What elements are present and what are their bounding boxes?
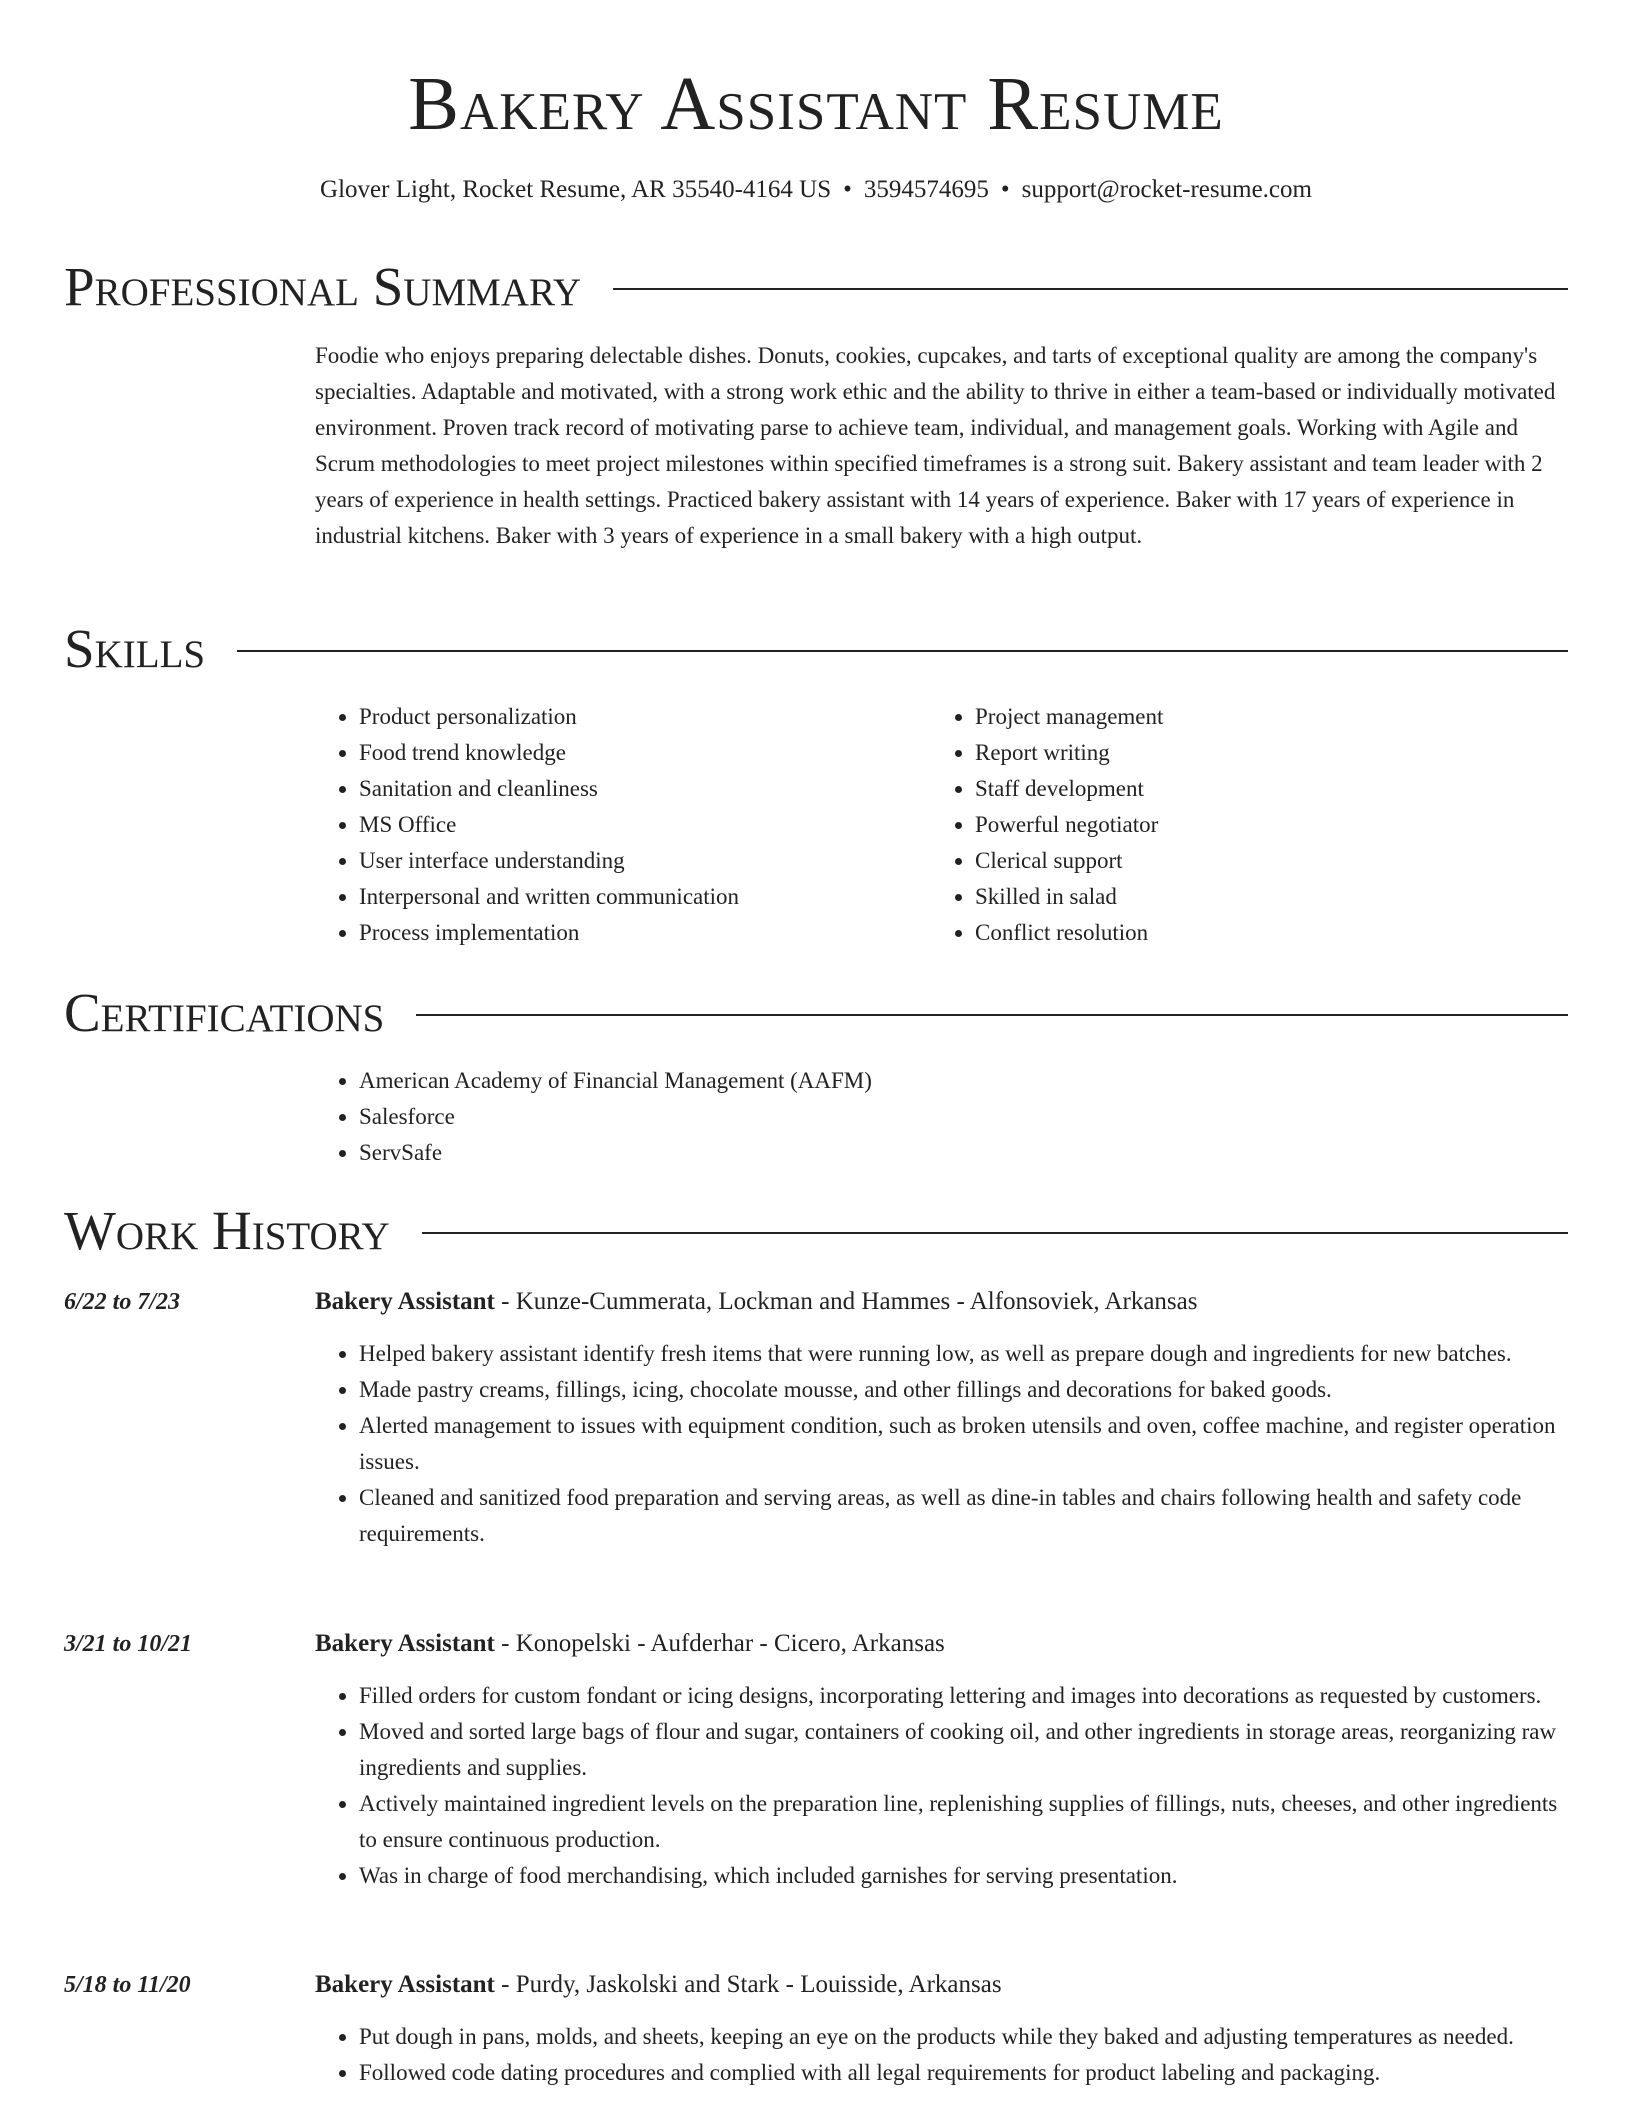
resume-title: Bakery Assistant Resume xyxy=(408,62,1224,146)
skill-item: • Conflict resolution xyxy=(975,915,1547,951)
certification-item: • Salesforce xyxy=(359,1099,1568,1135)
job-bullets xyxy=(315,1336,1568,1552)
skill-item: • Project management xyxy=(975,699,1547,735)
contact-email: support@rocket-resume.com xyxy=(1021,176,1312,203)
job-employer: - Konopelski - Aufderhar - Cicero, Arkansas xyxy=(494,1630,945,1657)
certification-item: • ServSafe xyxy=(359,1135,1568,1171)
job-bullet: • Filled orders for custom fondant or icing designs, incorporating lettering and images into decorations as requested by customers. xyxy=(359,1678,1568,1714)
summary-text: Foodie who enjoys preparing delectable dishes. Donuts, cookies, cupcakes, and tarts of exceptional quality are among the company's specialties. Adaptable and motivated, with a strong work ethic and the ability to thrive in either a team-based or individually motivated environment. Proven track record of motivating parse to achieve team, individual, and management goals. Working with Agile and Scrum methodologies to meet project milestones within specified timeframes is a strong suit. Bakery assistant and team leader with 2 years of experience in health settings. Practiced bakery assistant with 14 years of experience. Baker with 17 years of experience in industrial kitchens. Baker with 3 years of experience in a small bakery with a high output. xyxy=(315,343,1556,548)
section-divider xyxy=(416,1014,1568,1016)
section-divider xyxy=(613,288,1568,290)
job-employer: - Kunze-Cummerata, Lockman and Hammes - Alfonsoviek, Arkansas xyxy=(494,1288,1198,1315)
job-bullet: • Made pastry creams, fillings, icing, chocolate mousse, and other fillings and decorations for baked goods. xyxy=(359,1372,1568,1408)
summary-section-header xyxy=(64,254,1568,320)
job-bullet: • Followed code dating procedures and complied with all legal requirements for product labeling and packaging. xyxy=(359,2055,1568,2091)
job-bullets xyxy=(315,2019,1568,2091)
job-role: Bakery Assistant xyxy=(315,1288,495,1315)
job-bullet: • Actively maintained ingredient levels on the preparation line, replenishing supplies of fillings, nuts, cheeses, and other ingredients to ensure continuous production. xyxy=(359,1786,1568,1858)
skill-item: • Process implementation xyxy=(359,915,931,951)
section-title-summary: Professional Summary xyxy=(64,256,582,317)
job-role: Bakery Assistant xyxy=(315,1630,495,1657)
section-divider xyxy=(422,1232,1568,1234)
contact-address: Glover Light, Rocket Resume, AR 35540-4164 US xyxy=(320,176,832,203)
job-bullet: • Cleaned and sanitized food preparation and serving areas, as well as dine-in tables and chairs following health and safety code requirements. xyxy=(359,1480,1568,1552)
work-history-section-header xyxy=(64,1198,1568,1264)
job-dates: 3/21 to 10/21 xyxy=(64,1631,193,1657)
skill-item: • Report writing xyxy=(975,735,1547,771)
contact-phone: 3594574695 xyxy=(863,176,989,203)
section-title-skills: Skills xyxy=(64,618,206,679)
section-divider xyxy=(237,650,1568,652)
contact-line xyxy=(64,174,1568,206)
job-bullet: • Helped bakery assistant identify fresh items that were running low, as well as prepare dough and ingredients for new batches. xyxy=(359,1336,1568,1372)
job-bullet: • Was in charge of food merchandising, which included garnishes for serving presentation. xyxy=(359,1858,1568,1894)
job-dates: 6/22 to 7/23 xyxy=(64,1289,181,1315)
job-employer: - Purdy, Jaskolski and Stark - Louisside, Arkansas xyxy=(494,1971,1002,1998)
certifications-list xyxy=(315,1063,1568,1171)
job-bullet: • Put dough in pans, molds, and sheets, keeping an eye on the products while they baked and adjusting temperatures as needed. xyxy=(359,2019,1568,2055)
skills-section-header xyxy=(64,616,1568,682)
skill-item: • User interface understanding xyxy=(359,843,931,879)
skills-list xyxy=(315,699,1568,951)
skill-item: • Interpersonal and written communication xyxy=(359,879,931,915)
skill-item: • MS Office xyxy=(359,807,931,843)
job-role: Bakery Assistant xyxy=(315,1971,495,1998)
skill-item: • Food trend knowledge xyxy=(359,735,931,771)
job-heading xyxy=(315,1967,1002,2003)
job-heading xyxy=(315,1284,1197,1320)
certifications-section-header xyxy=(64,980,1568,1046)
contact-separator: • xyxy=(1000,176,1010,203)
skills-column-right xyxy=(931,699,1547,951)
skill-item: • Clerical support xyxy=(975,843,1547,879)
skill-item: • Skilled in salad xyxy=(975,879,1547,915)
skill-item: • Product personalization xyxy=(359,699,931,735)
skill-item: • Powerful negotiator xyxy=(975,807,1547,843)
skill-item: • Sanitation and cleanliness xyxy=(359,771,931,807)
job-dates: 5/18 to 11/20 xyxy=(64,1972,191,1998)
job-bullets xyxy=(315,1678,1568,1894)
job-bullet: • Alerted management to issues with equipment condition, such as broken utensils and oven, coffee machine, and register operation issues. xyxy=(359,1408,1568,1480)
certification-item: • American Academy of Financial Management (AAFM) xyxy=(359,1063,1568,1099)
job-bullet: • Moved and sorted large bags of flour and sugar, containers of cooking oil, and other ingredients in storage areas, reorganizing raw ingredients and supplies. xyxy=(359,1714,1568,1786)
skill-item: • Staff development xyxy=(975,771,1547,807)
skills-column-left xyxy=(315,699,931,951)
job-heading xyxy=(315,1626,945,1662)
contact-separator: • xyxy=(843,176,852,203)
section-title-work-history: Work History xyxy=(64,1200,390,1261)
section-title-certifications: Certifications xyxy=(64,982,385,1043)
